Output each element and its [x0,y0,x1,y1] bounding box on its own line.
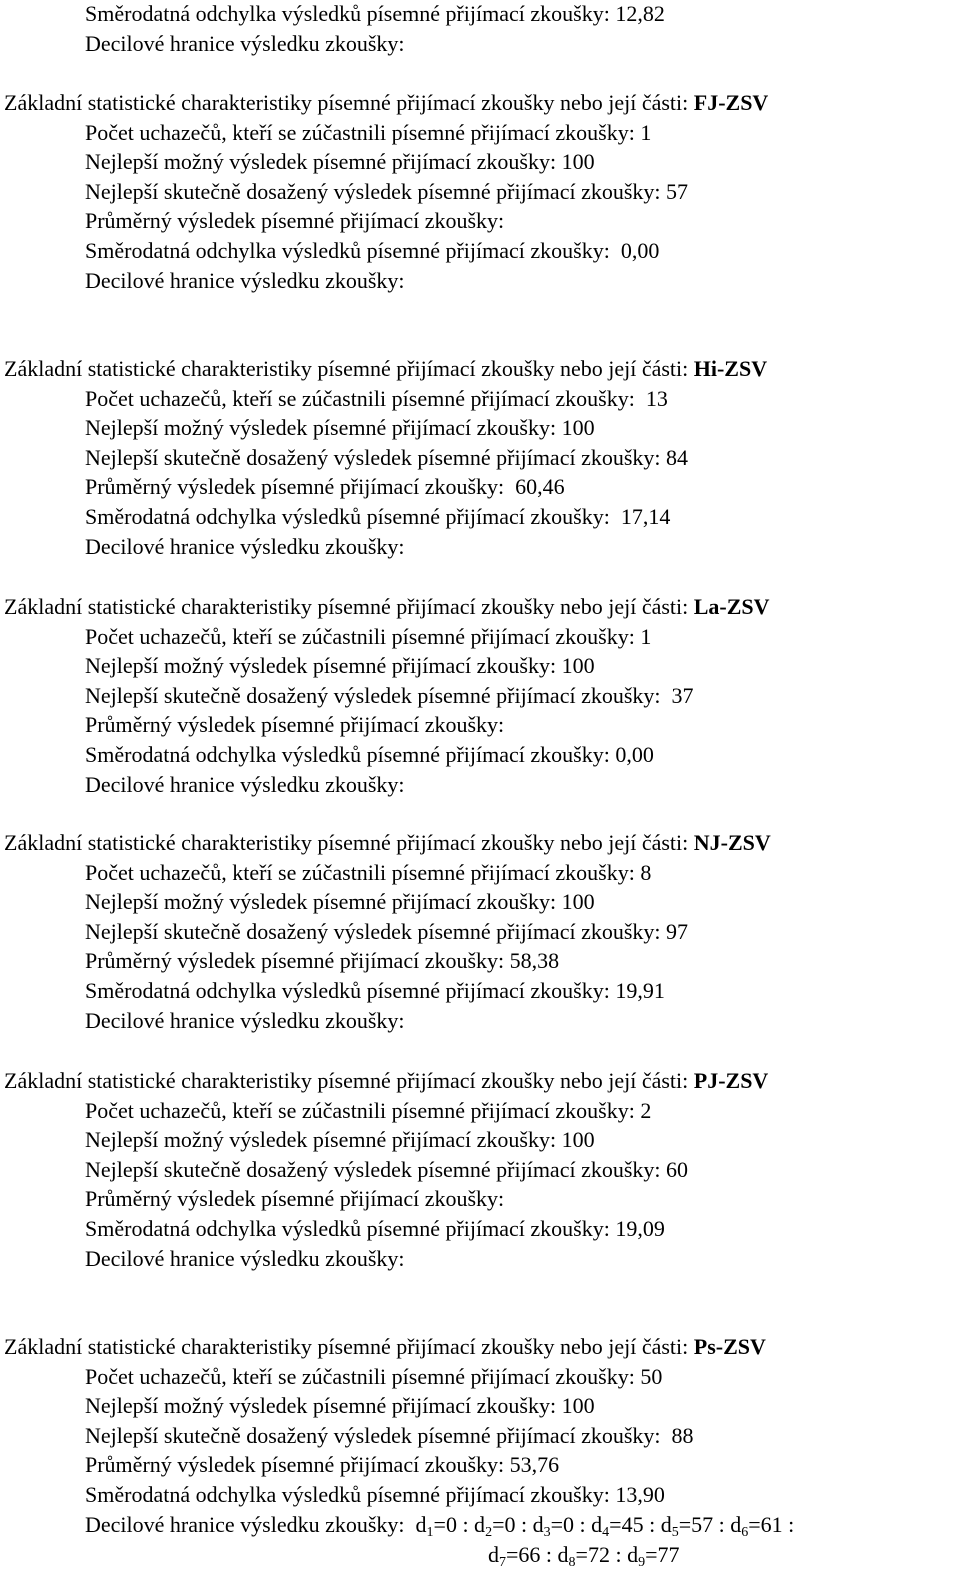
heading-label: Základní statistické charakteristiky písemné přijímací zkoušky nebo její části: [4,1068,689,1093]
section-code: NJ-ZSV [693,830,771,855]
best-possible-label: Nejlepší možný výsledek písemné přijímací zkoušky: [85,1393,557,1418]
best-possible-label: Nejlepší možný výsledek písemné přijímací zkoušky: [85,653,557,678]
average-line [85,1452,559,1478]
average-label: Průměrný výsledek písemné přijímací zkoušky: [85,208,505,233]
std-dev-value: 17,14 [620,504,671,529]
count-line [85,120,651,146]
average-value: 53,76 [509,1452,560,1477]
count-value: 2 [640,1098,652,1123]
section-code: Hi-ZSV [693,356,768,381]
heading-label: Základní statistické charakteristiky písemné přijímací zkoušky nebo její části: [4,1334,689,1359]
std-dev-label: Směrodatná odchylka výsledků písemné přijímací zkoušky: [85,1216,610,1241]
decile-d3: 0 [563,1512,575,1537]
count-value: 1 [640,120,652,145]
average-line [85,208,504,234]
average-line [85,474,565,500]
std-dev-line [85,504,670,530]
count-label: Počet uchazečů, kteří se zúčastnili písemné přijímací zkoušky: [85,624,635,649]
average-value: 60,46 [515,474,565,499]
decile-d2: 0 [504,1512,516,1537]
count-value: 50 [640,1364,663,1389]
best-possible-line [85,889,595,915]
best-actual-value: 88 [671,1423,694,1448]
deciles-line: Decilové hranice výsledku zkoušky: [85,31,405,56]
std-dev-value: 13,90 [615,1482,665,1507]
best-possible-line [85,149,595,175]
deciles-line: Decilové hranice výsledku zkoušky: [85,534,405,559]
decile-d5: 57 [691,1512,714,1537]
std-dev-value: 0,00 [620,238,660,263]
count-value: 8 [640,860,652,885]
best-possible-label: Nejlepší možný výsledek písemné přijímací zkoušky: [85,889,557,914]
std-dev-label: Směrodatná odchylka výsledků písemné přijímací zkoušky: [85,1482,610,1507]
std-dev-label: Směrodatná odchylka výsledků písemné přijímací zkoušky: [85,504,610,529]
deciles-line: Decilové hranice výsledku zkoušky: [85,1008,405,1033]
std-dev-line [85,1482,665,1508]
std-dev-line [85,978,665,1004]
section-code: La-ZSV [693,594,770,619]
decile-d6: 61 [760,1512,783,1537]
heading-label: Základní statistické charakteristiky písemné přijímací zkoušky nebo její části: [4,594,689,619]
best-actual-value: 37 [671,683,694,708]
heading-label: Základní statistické charakteristiky písemné přijímací zkoušky nebo její části: [4,356,689,381]
best-possible-value: 100 [561,415,595,440]
count-label: Počet uchazečů, kteří se zúčastnili písemné přijímací zkoušky: [85,120,635,145]
deciles-line: Decilové hranice výsledku zkoušky: $d_1=0$ : $d_2=0$ : $d_3=0$ : $d_4=45$ : $d_5=57$ : $d_6=61$ : [85,1512,795,1540]
count-label: Počet uchazečů, kteří se zúčastnili písemné přijímací zkoušky: [85,386,635,411]
best-possible-label: Nejlepší možný výsledek písemné přijímací zkoušky: [85,415,557,440]
count-line [85,624,651,650]
average-label: Průměrný výsledek písemné přijímací zkoušky: [85,712,505,737]
best-possible-line [85,415,595,441]
heading-label: Základní statistické charakteristiky písemné přijímací zkoušky nebo její části: [4,830,689,855]
best-actual-label: Nejlepší skutečně dosažený výsledek písemné přijímací zkoušky: [85,1157,661,1182]
best-possible-value: 100 [561,1393,595,1418]
std-dev-value: 19,09 [615,1216,665,1241]
best-actual-line [85,179,688,205]
section-code: PJ-ZSV [693,1068,769,1093]
count-value: 13 [645,386,668,411]
average-line [85,948,559,974]
best-actual-value: 60 [666,1157,689,1182]
std-dev-value: 12,82 [615,1,665,26]
best-possible-line [85,653,595,679]
count-value: 1 [640,624,652,649]
average-label: Průměrný výsledek písemné přijímací zkoušky: [85,1452,505,1477]
count-label: Počet uchazečů, kteří se zúčastnili písemné přijímací zkoušky: [85,860,635,885]
section-heading [4,830,771,856]
average-line [85,712,504,738]
std-dev-value: 19,91 [615,978,665,1003]
section-heading [4,1334,766,1360]
std-dev-line [85,1216,665,1242]
deciles-line-continued: $d_7=66$ : $d_8=72$ : $d_9=77$ [488,1542,680,1570]
best-actual-line [85,919,688,945]
best-possible-line [85,1393,595,1419]
best-actual-label: Nejlepší skutečně dosažený výsledek písemné přijímací zkoušky: [85,683,661,708]
count-line [85,860,651,886]
section-heading [4,356,767,382]
std-dev-label: Směrodatná odchylka výsledků písemné přijímací zkoušky: [85,742,610,767]
section-heading [4,594,770,620]
deciles-label: Decilové hranice výsledku zkoušky: [85,1512,405,1537]
decile-d1: 0 [445,1512,457,1537]
heading-label: Základní statistické charakteristiky písemné přijímací zkoušky nebo její části: [4,90,689,115]
std-dev-label: Směrodatná odchylka výsledků písemné přijímací zkoušky: [85,1,610,26]
best-actual-line [85,445,688,471]
count-line [85,1364,662,1390]
best-actual-label: Nejlepší skutečně dosažený výsledek písemné přijímací zkoušky: [85,445,661,470]
best-actual-line [85,683,694,709]
average-label: Průměrný výsledek písemné přijímací zkoušky: [85,1186,505,1211]
std-dev-line [85,1,665,27]
best-possible-value: 100 [561,653,595,678]
deciles-line: Decilové hranice výsledku zkoušky: [85,268,405,293]
average-label: Průměrný výsledek písemné přijímací zkoušky: [85,474,505,499]
decile-d7: 66 [518,1542,541,1567]
count-line [85,386,668,412]
section-heading [4,1068,768,1094]
count-line [85,1098,651,1124]
section-heading [4,90,768,116]
count-label: Počet uchazečů, kteří se zúčastnili písemné přijímací zkoušky: [85,1098,635,1123]
decile-d8: 72 [587,1542,610,1567]
best-possible-value: 100 [561,889,595,914]
section-code: FJ-ZSV [693,90,769,115]
best-possible-value: 100 [561,1127,595,1152]
best-actual-value: 97 [666,919,689,944]
decile-d9: 77 [657,1542,680,1567]
average-label: Průměrný výsledek písemné přijímací zkoušky: [85,948,505,973]
best-actual-value: 57 [666,179,689,204]
best-actual-label: Nejlepší skutečně dosažený výsledek písemné přijímací zkoušky: [85,179,661,204]
average-value: 58,38 [509,948,560,973]
deciles-line: Decilové hranice výsledku zkoušky: [85,772,405,797]
best-possible-label: Nejlepší možný výsledek písemné přijímací zkoušky: [85,149,557,174]
std-dev-label: Směrodatná odchylka výsledků písemné přijímací zkoušky: [85,238,610,263]
best-possible-value: 100 [561,149,595,174]
average-line [85,1186,504,1212]
best-actual-line [85,1423,694,1449]
deciles-line: Decilové hranice výsledku zkoušky: [85,1246,405,1271]
std-dev-line [85,742,654,768]
std-dev-line [85,238,659,264]
best-actual-label: Nejlepší skutečně dosažený výsledek písemné přijímací zkoušky: [85,919,661,944]
best-actual-label: Nejlepší skutečně dosažený výsledek písemné přijímací zkoušky: [85,1423,661,1448]
best-possible-label: Nejlepší možný výsledek písemné přijímací zkoušky: [85,1127,557,1152]
best-actual-value: 84 [666,445,689,470]
std-dev-label: Směrodatná odchylka výsledků písemné přijímací zkoušky: [85,978,610,1003]
std-dev-value: 0,00 [615,742,654,767]
best-actual-line [85,1157,688,1183]
section-code: Ps-ZSV [693,1334,766,1359]
best-possible-line [85,1127,595,1153]
decile-d4: 45 [621,1512,644,1537]
count-label: Počet uchazečů, kteří se zúčastnili písemné přijímací zkoušky: [85,1364,635,1389]
